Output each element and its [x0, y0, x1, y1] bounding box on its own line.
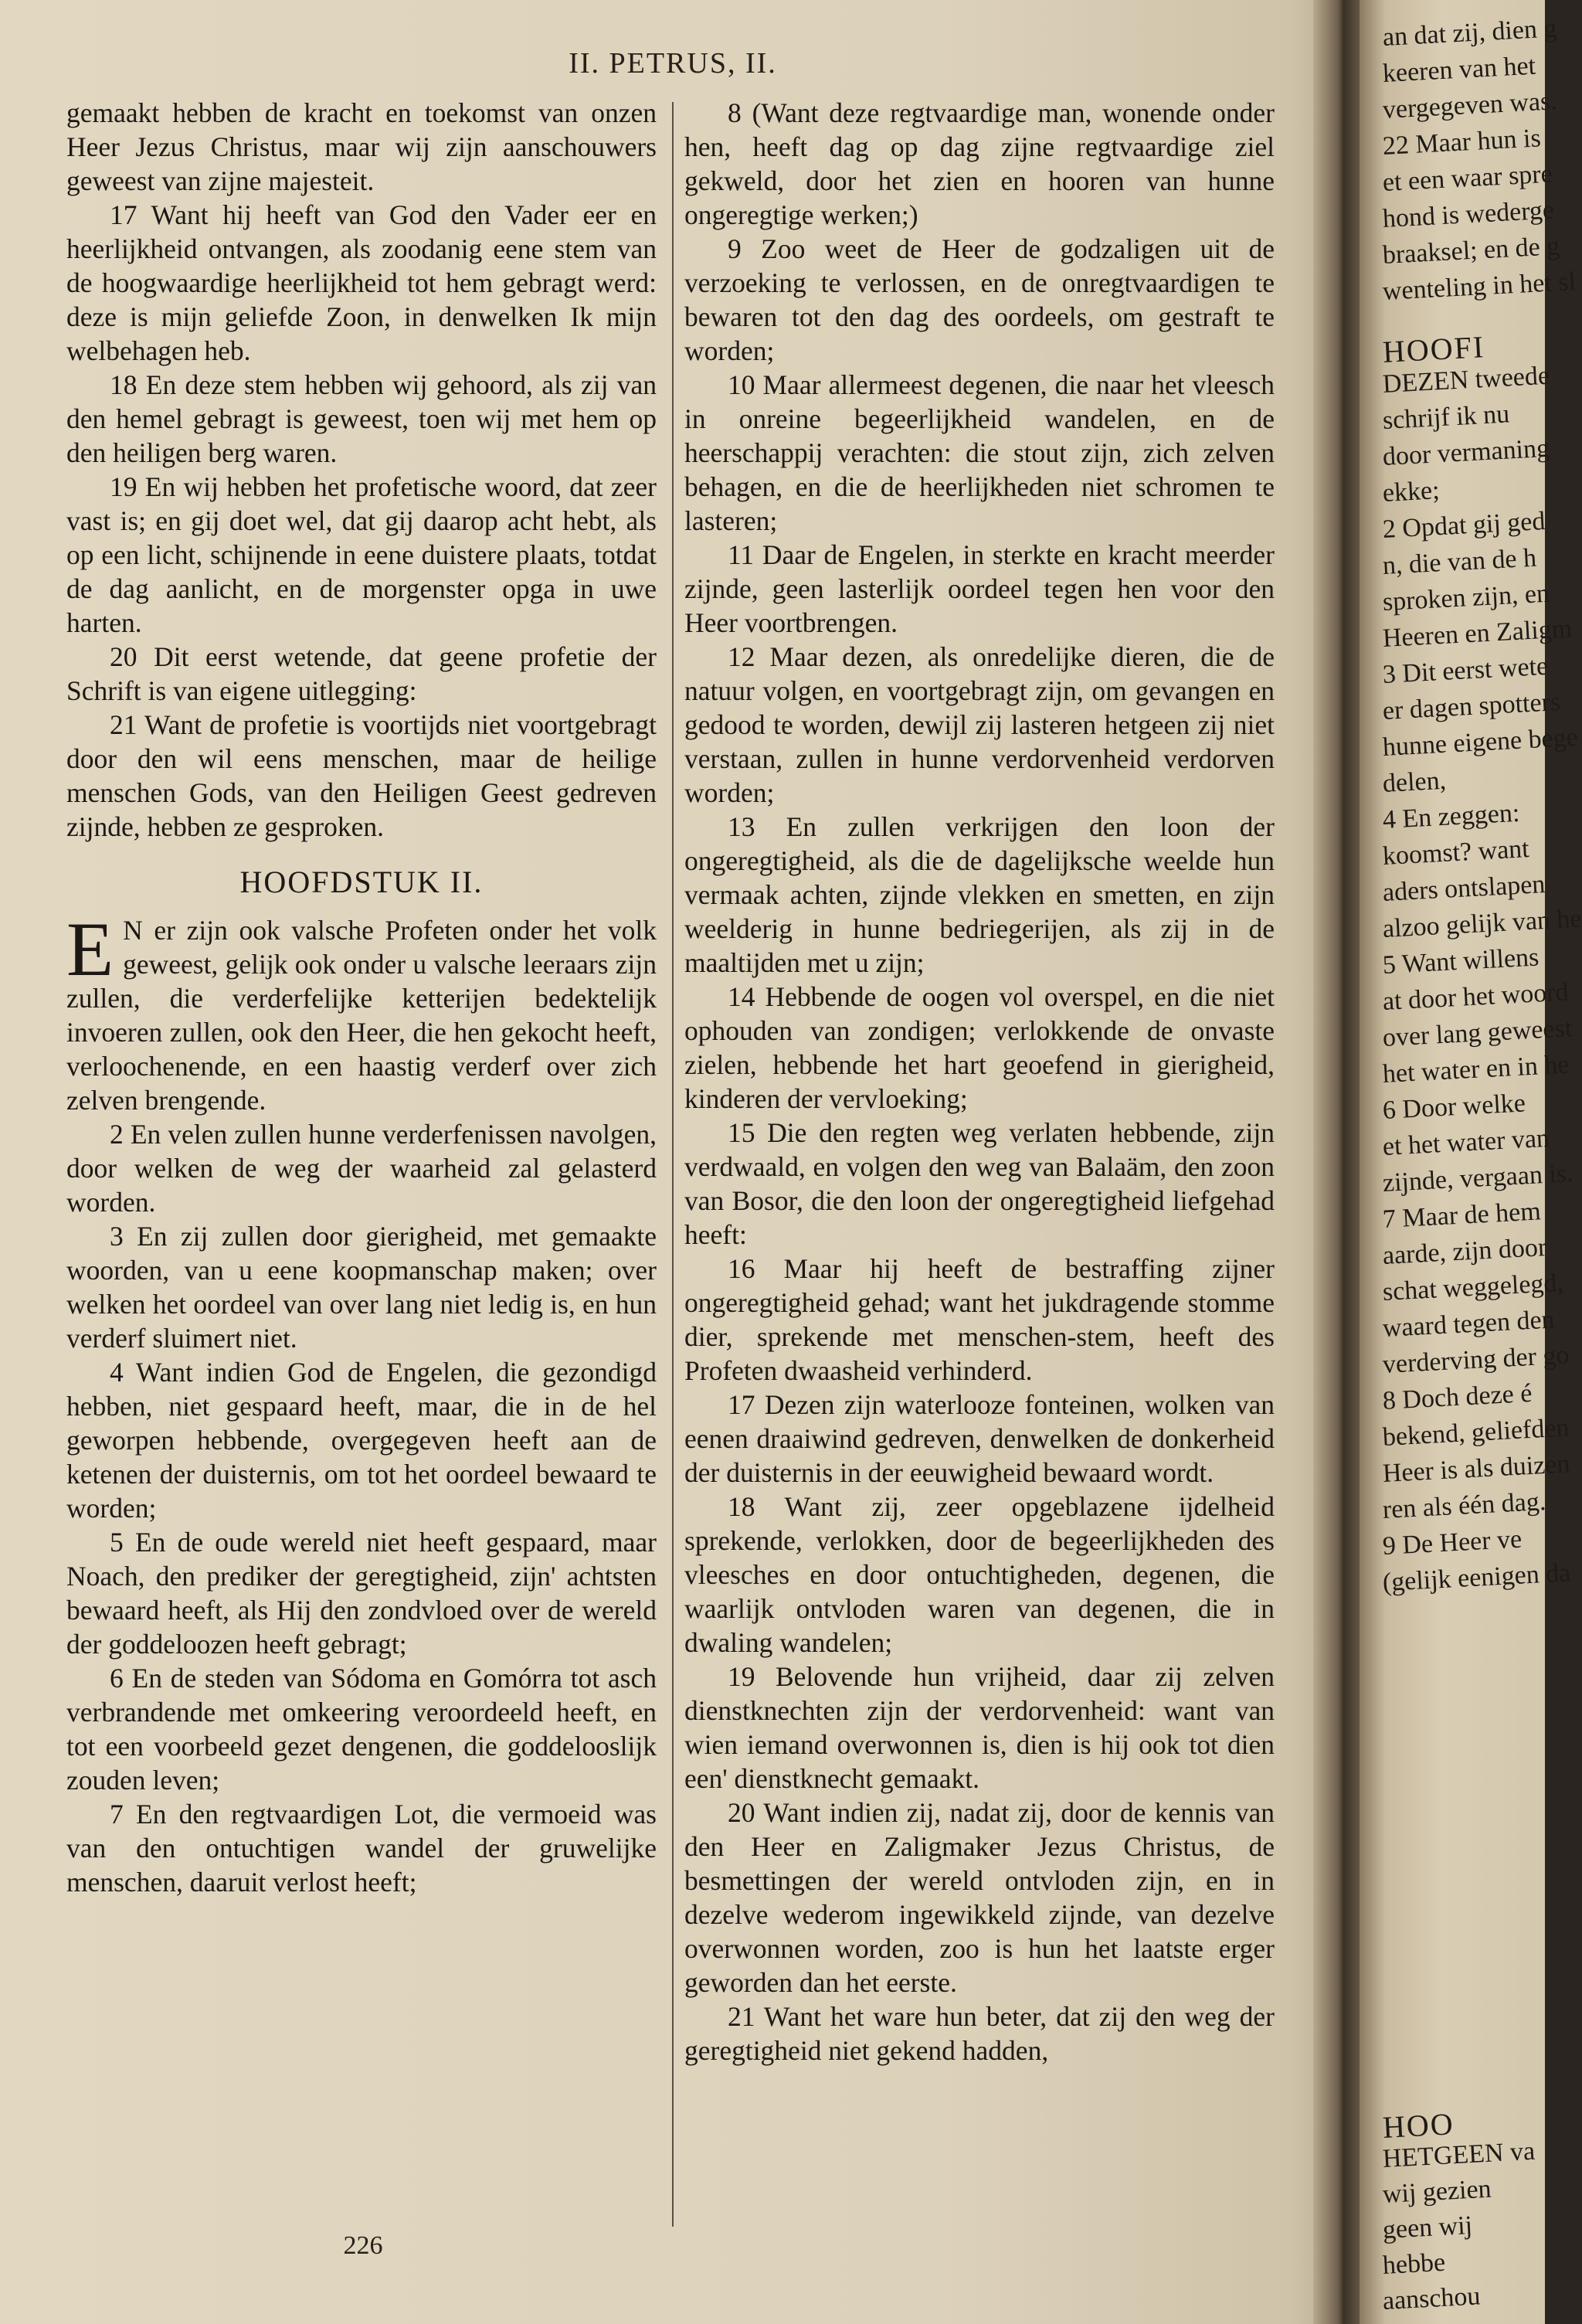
verse-paragraph: 19 Belovende hun vrijheid, daar zij zelven dienstknechten zijn der verdorvenheid: want van wien iemand overwonnen is, dien is hij ook tot dien een' dienstknecht gemaakt. — [684, 1661, 1275, 1794]
verse-paragraph: 18 En deze stem hebben wij gehoord, als zij van den hemel gebragt is geweest, toen wij met hem op den heiligen berg waren. — [66, 369, 657, 468]
next-page-line: et het water van — [1382, 1123, 1550, 1161]
next-page-line: verderving der go — [1382, 1340, 1570, 1379]
verse-paragraph: 10 Maar allermeest degenen, die naar het vleesch in onreine begeerlijkheid wandelen, en de heerschappij verachten: die stout zijn, zich zelven behagen, en die de heerlijkheden niet schromen te lasteren; — [684, 369, 1275, 536]
next-page-line: aarde, zijn door — [1382, 1232, 1548, 1270]
verse-paragraph: 21 Want de profetie is voortijds niet voortgebragt door den wil eens menschen, maar de heilige menschen Gods, van den Heiligen Geest gedreven zijnde, hebben ze gesproken. — [66, 709, 657, 842]
verse-paragraph: 20 Dit eerst wetende, dat geene profetie der Schrift is van eigene uitlegging: — [66, 641, 657, 706]
next-page-line: at door het woord — [1382, 977, 1570, 1016]
next-page-line: wenteling in het sl — [1382, 267, 1577, 306]
next-page-line: 6 Door welke — [1382, 1089, 1526, 1125]
next-page-line: et een waar spre — [1382, 159, 1553, 197]
next-page-line: over lang geweest — [1382, 1014, 1574, 1052]
next-page-line: braaksel; en de g — [1382, 232, 1561, 270]
running-head: II. PETRUS, II. — [569, 47, 777, 80]
next-page-line: er dagen spotters — [1382, 687, 1562, 725]
next-page-line: alzoo gelijk van he — [1382, 904, 1582, 943]
page-number: 226 — [343, 2231, 383, 2260]
verse-paragraph: 17 Dezen zijn waterlooze fonteinen, wolken van eenen draaiwind gedreven, denwelken de donkerheid der duisternis in der eeuwigheid bewaard wordt. — [684, 1389, 1275, 1488]
next-page-line: 4 En zeggen: — [1382, 798, 1521, 834]
verse-paragraph: 14 Hebbende de oogen vol overspel, en die niet ophouden van zondigen; verlokkende de onvaste zielen, hebbende het hart geoefend in gierigheid, kinderen der vervloeking; — [684, 981, 1275, 1114]
next-page-line: het water en in he — [1382, 1050, 1570, 1089]
verse-paragraph: 2 En velen zullen hunne verderfenissen navolgen, door welken de weg der waarheid zal gelasterd worden. — [66, 1119, 657, 1218]
verse-paragraph: 16 Maar hij heeft de bestraffing zijner ongeregtigheid gehad; want het jukdragende stomme dier, sprekende met menschen-stem, heeft des Profeten dwaasheid verhinderd. — [684, 1253, 1275, 1386]
verse-paragraph: 4 Want indien God de Engelen, die gezondigd hebben, niet gespaard heeft, maar, die in de hel geworpen hebbende, overgegeven heeft aan de ketenen der duisternis, om tot het oordeel bewaard te worden; — [66, 1357, 657, 1524]
right-column — [684, 96, 1275, 2067]
next-page-line: ren als één dag. — [1382, 1486, 1547, 1524]
next-page-line: bekend, geliefden — [1382, 1413, 1570, 1452]
verse-paragraph: 8 (Want deze regtvaardige man, wonende onder hen, heeft dag op dag zijne regtvaardige ziel gekweld, door het zien en hooren van hunne ongeregtige werken;) — [684, 97, 1275, 230]
next-page-line: Heer is als duizen — [1382, 1449, 1571, 1488]
verse-paragraph: 11 Daar de Engelen, in sterkte en kracht meerder zijnde, geen lasterlijk oordeel tegen hen voor den Heer voortbrengen. — [684, 539, 1275, 638]
verse-paragraph: 12 Maar dezen, als onredelijke dieren, die de natuur volgen, en voortgebragt zijn, om gevangen en gedood te worden, dewijl zij lasteren hetgeen zij niet verstaan, zullen in hunne verdorvenheid verdorven worden; — [684, 641, 1275, 808]
column-rule — [672, 102, 674, 2227]
next-page-line: 22 Maar hun is — [1382, 124, 1542, 161]
next-page-line: wij gezien — [1382, 2174, 1492, 2209]
verse-paragraph: 6 En de steden van Sódoma en Gomórra tot asch verbrandende met omkeering veroordeeld heeft, en tot een voorbeeld gezet dengenen, die goddelooslijk zouden leven; — [66, 1663, 657, 1796]
first-paragraph-text: N er zijn ook valsche Profeten onder het volk geweest, gelijk ook onder u valsche leeraars zijn zullen, die verderfelijke ketterijen bedektelijk invoeren zullen, ook den Heer, die hen gekocht heeft, verloochenende, en een haastig verderf over zich zelven brengende. — [66, 915, 657, 1116]
next-page-line: n, die van de h — [1382, 543, 1537, 580]
next-page-line: Heeren en Zaligm — [1382, 614, 1574, 653]
next-page-line: HOO — [1381, 2106, 1455, 2145]
next-page-line: 8 Doch deze é — [1382, 1378, 1533, 1415]
next-page-line: (gelijk eenigen da — [1382, 1558, 1572, 1597]
chapter-heading: HOOFDSTUK II. — [239, 865, 484, 899]
verse-paragraph: gemaakt hebben de kracht en toekomst van onzen Heer Jezus Christus, maar wij zijn aanschouwers geweest van zijne majesteit. — [66, 97, 657, 196]
next-page-line: HETGEEN va — [1382, 2136, 1536, 2173]
left-column — [66, 96, 657, 1899]
next-page-line: keeren van het — [1382, 51, 1536, 88]
verse-paragraph: 15 Die den regten weg verlaten hebbende, zijn verdwaald, en volgen den weg van Balaäm, den zoon van Bosor, die den loon der ongeregtigheid liefgehad heeft: — [684, 1117, 1275, 1250]
next-page-line: aders ontslapen — [1382, 870, 1546, 907]
next-page-line: hebbe — [1382, 2248, 1447, 2280]
next-page-line: door vermaning — [1382, 433, 1550, 471]
verse-paragraph: 5 En de oude wereld niet heeft gespaard, maar Noach, den prediker der geregtigheid, zijn' achtsten bewaard heeft, als Hij den zondvloed over de wereld der goddeloozen heeft gebragt; — [66, 1527, 657, 1660]
next-page-line: 3 Dit eerst wete — [1382, 651, 1549, 689]
next-page-line: schrijf ik nu — [1382, 399, 1511, 435]
next-page-line: sproken zijn, en — [1382, 579, 1550, 617]
next-page-line: 7 Maar de hem — [1382, 1197, 1542, 1234]
next-page-line: schat weggelegd, — [1382, 1268, 1564, 1306]
drop-cap: E — [66, 906, 114, 992]
next-page-line: vergegeven was. — [1382, 87, 1558, 124]
next-page-line: 9 De Heer ve — [1382, 1524, 1523, 1561]
next-page-line: hond is wederge — [1382, 195, 1555, 233]
verse-paragraph: 20 Want indien zij, nadat zij, door de kennis van den Heer en Zaligmaker Jezus Christus, de besmettingen der wereld ontvloden zijn, en in dezelve wederom ingewikkeld zijnde, van dezelve overwonnen worden, zoo is hun het laatste erger geworden dan het eerste. — [684, 1797, 1275, 1998]
next-page-line: 2 Opdat gij ged — [1382, 507, 1546, 544]
next-page-line: aanschou — [1382, 2282, 1482, 2316]
verse-paragraph: 18 Want zij, zeer opgeblazene ijdelheid sprekende, verlokken, door de begeerlijkheden des vleesches en door ontuchtigheden, degenen, die waarlijk ontvloden waren van degenen, die in dwaling wandelen; — [684, 1491, 1275, 1658]
next-page-line: HOOFI — [1381, 329, 1486, 369]
verse-paragraph: 21 Want het ware hun beter, dat zij den weg der geregtigheid niet gekend hadden, — [684, 2001, 1275, 2066]
next-page-line: DEZEN tweede — [1382, 361, 1550, 399]
next-page-line: delen, — [1382, 766, 1447, 798]
next-page-line: hunne eigene bege — [1382, 722, 1579, 762]
verse-paragraph: 3 En zij zullen door gierigheid, met gemaakte woorden, van u eene koopmanschap maken; over welken het oordeel van over lang niet ledig is, en hun verderf sluimert niet. — [66, 1221, 657, 1354]
verse-paragraph: 13 En zullen verkrijgen den loon der ongeregtigheid, als die de dagelijksche weelde hun vermaak achten, zijnde vlekken en smetten, en zijn weelderig in hunne bedriegerijen, als zij in de maaltijden met u zijn; — [684, 811, 1275, 978]
next-page-edge — [1360, 0, 1582, 2324]
next-page-line: ekke; — [1382, 476, 1441, 508]
next-page-line: waard tegen den — [1382, 1305, 1556, 1343]
next-page-line: zijnde, vergaan is. — [1382, 1159, 1574, 1198]
verse-paragraph: 17 Want hij heeft van God den Vader eer en heerlijkheid ontvangen, als zoodanig eene stem van de hoogwaardige heerlijkheid tot hem gebragt werd: deze is mijn geliefde Zoon, in denwelken Ik mijn welbehagen heb. — [66, 199, 657, 366]
next-page-line: an dat zij, dien g — [1382, 14, 1558, 52]
verse-paragraph: 9 Zoo weet de Heer de godzaligen uit de verzoeking te verlossen, en de onregtvaardigen te bewaren tot den dag des oordeels, om gestraft te worden; — [684, 233, 1275, 366]
verse-paragraph: 7 En den regtvaardigen Lot, die vermoeid was van den ontuchtigen wandel der gruwelijke menschen, daaruit verlost heeft; — [66, 1799, 657, 1898]
next-page-line: koomst? want — [1382, 834, 1530, 871]
verse-paragraph: 19 En wij hebben het profetische woord, dat zeer vast is; en gij doet wel, dat gij daarop acht hebt, als op een licht, schijnende in eene duistere plaats, totdat de dag aanlicht, en de morgenster opga in uwe harten. — [66, 471, 657, 638]
chapter-first-paragraph — [66, 906, 657, 1117]
next-page-line: geen wij — [1382, 2210, 1473, 2244]
next-page-line: 5 Want willens — [1382, 943, 1540, 980]
